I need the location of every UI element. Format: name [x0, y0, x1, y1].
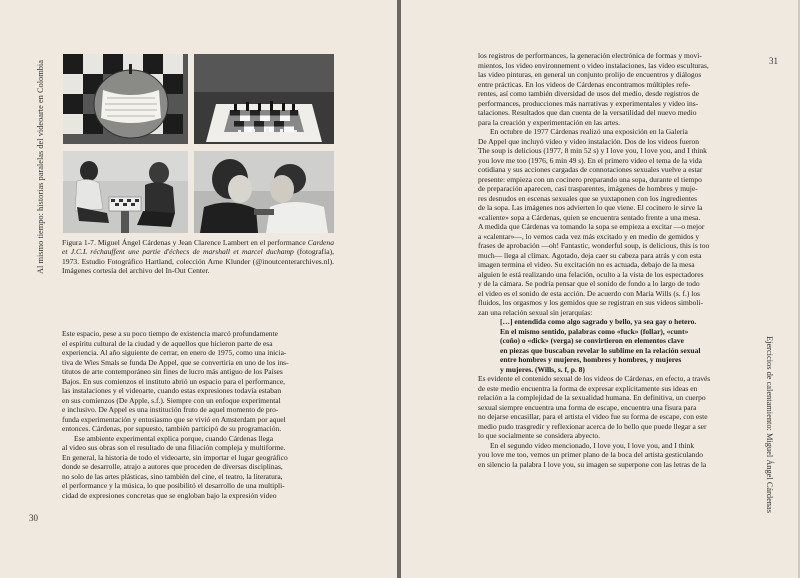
text-line: Este espacio, pese a su poco tiempo de existencia marcó profundamente	[62, 329, 278, 338]
text-line: presente: empieza con un cocinero preparando una sopa, durante el tiempo	[478, 174, 702, 184]
text-line: «caliente» sopa a Cárdenas, quien se encuentra sentado frente a una mesa.	[478, 212, 701, 222]
text-line: Ese ambiente experimental explica porque, cuando Cárdenas llega	[74, 433, 274, 443]
text-line: no dejarse encasillar, para el artista el video fue su forma de escape, con este	[478, 412, 708, 421]
text-line: medio pudo trasgredir y reflexionar acerca de lo bello que puede llegar a ser	[478, 421, 707, 431]
text-line: en sus comienzos (De Apple, s.f.). Siempre con un enfoque experimental	[62, 395, 281, 405]
text-line: imagen termina el video. Su excitación no es actuada, debajo de la mesa	[478, 260, 695, 269]
text-line: de preparación aparecen, casi trasparentes, imágenes de hombres y muje-	[478, 184, 698, 193]
text-line: para la creación y experimentación en las artes.	[478, 117, 621, 127]
text-line: mientos, los video environnement o video instalaciones, las video esculturas,	[478, 60, 709, 70]
right-page	[401, 0, 798, 578]
text-line: (coño) o «dick» (verga) se convirtieron en elementos clave	[500, 336, 684, 345]
left-page	[0, 0, 397, 578]
text-line: […] entendida como algo sagrado y bello, ya sea gay o hetero.	[500, 317, 697, 326]
text-line: zan una relación sexual sin jerarquías:	[478, 307, 593, 317]
text-line: En general, la historia de todo el videoarte, sin importar el lugar geográfico	[62, 452, 288, 462]
caption-segment: (fotografía), 1973. Estudio Fotográfico Hartland, colección Arne Klunder (@inoutcenterarchives.nl). Imágenes cortesía del archivo del In-Out Center.	[62, 247, 334, 276]
figure-caption	[62, 238, 334, 276]
text-line: los registros de performances, la generación electrónica de formas y movi-	[478, 51, 702, 60]
text-line: el espíritu cultural de la ciudad y de aquellos que hicieron parte de esa	[62, 338, 273, 348]
text-line: En el mismo sentido, palabras como «fuck» (follar), «cunt»	[500, 326, 689, 336]
text-line: a «calentar»—, lo vemos cada vez más excitado y en medio de gemidos y	[478, 231, 700, 241]
photo-faces-close	[194, 151, 334, 233]
text-line: res desnudos en escenas sexuales que se yuxtaponen con los ingredientes	[478, 193, 698, 203]
text-line: De Appel que incluyó video y video instalación. Dos de los videos fueron	[478, 136, 699, 146]
text-line: e inclusivo. De Appel es una institución fruto de aquel momento de pro-	[62, 405, 279, 414]
left-body-text	[62, 329, 337, 500]
text-line: En octubre de 1977 Cárdenas realizó una exposición en la Galería	[490, 127, 688, 136]
text-line: relación a la complejidad de la sexualidad humana. En definitiva, un cuerpo	[478, 393, 706, 402]
text-line: lo que socialmente se considera abyecto.	[478, 431, 601, 440]
text-line: experiencia. Al año siguiente de cerrar, en enero de 1975, como una inicia-	[62, 348, 287, 357]
right-running-title: Ejercicios de calentamiento: Miguel Ángel Cárdenas	[765, 336, 774, 513]
text-line: no solo de las artes plásticas, sino también del cine, el teatro, la literatura,	[62, 471, 283, 481]
text-line: A medida que Cárdenas va tomando la sopa se empieza a excitar —o mejor	[478, 222, 705, 231]
text-line: el video es el sonido de esta acción. De acuerdo con María Wills (s. f.) los	[478, 288, 700, 298]
text-line: funda experimentación y entusiasmo que se vivió en Amsterdam por aquel	[62, 414, 286, 424]
caption-segment: Figura 1-7. Miguel Ángel Cárdenas y Jean Clarence Lambert en el performance	[62, 238, 308, 247]
text-line: rentes, así como también diversidad de usos del medio, desde registros de	[478, 89, 699, 98]
text-line: titutos de arte contemporáneo sin fines de lucro más antiguo de los Países	[62, 367, 283, 376]
left-page-number: 30	[29, 513, 38, 523]
text-line: donde se desarrolle, atrajo a autores que proceden de diversas disciplinas,	[62, 462, 283, 471]
photo-apple	[63, 54, 188, 144]
text-line: sexual siempre encuentra una forma de escape, encuentra una fisura para	[478, 402, 697, 412]
text-line: alguien le está realizando una felación, oculto a la vista de los espectadores	[478, 269, 704, 279]
photo-chessboard-table	[194, 54, 334, 144]
text-line: las instalaciones y el videoarte, cuando estas expresiones todavía estaban	[62, 386, 282, 395]
text-line: al video sus obras son el resultado de una filiación compleja y multiforme.	[62, 443, 286, 452]
text-line: performances, producciones más narrativas y experimentales y video ins-	[478, 98, 699, 108]
photo-players-seated	[63, 151, 188, 233]
text-line: y de la cámara. Se podría pensar que el sonido de fondo a lo largo de todo	[478, 279, 700, 288]
text-line: en piezas que buscaban revelar lo sublime en la relación sexual	[500, 345, 701, 355]
text-line: tiva de Wies Smals se funda De Appel, que se convertiría en uno de los ins-	[62, 357, 289, 367]
text-line: en silencio la palabra I love you, su imagen se superpone con las letras de la	[478, 459, 707, 469]
text-line: Bajos. En sus comienzos el instituto abrió un espacio para el performance,	[62, 376, 286, 386]
text-line: cotidiana y sus acciones cargadas de connotaciones sexuales vuelve a estar	[478, 165, 703, 174]
text-line: fluidos, los orgasmos y los gemidos que se registran en sus videos simboli-	[478, 298, 704, 307]
text-line: you love me too (1976, 6 min 49 s). En el primero video el tema de la vida	[478, 155, 702, 165]
right-body-text	[478, 51, 753, 469]
left-running-title: Al mismo tiempo: historias paralelas del videoarte en Colombia	[36, 60, 45, 274]
text-line: de este medio encuentra la forma de expresar explícitamente sus ideas en	[478, 383, 698, 393]
text-line: y mujeres. (Wills, s. f, p. 8)	[500, 364, 585, 374]
text-line: cidad de expresiones concretas que se engloban bajo la expresión video	[62, 490, 277, 500]
text-line: Es evidente el contenido sexual de los videos de Cárdenas, en efecto, a través	[478, 374, 711, 383]
text-line: entre prácticas. En los videos de Cárdenas encontramos múltiples refe-	[478, 79, 691, 89]
text-line: you love me too, vemos un primer plano de la boca del artista gesticulando	[478, 450, 703, 459]
text-line: las video pinturas, en general un conjunto prolijo de encuentros y diálogos	[478, 70, 702, 79]
text-line: de la sopa. Las imágenes nos advierten lo que viene. El cocinero le sirve la	[478, 203, 703, 212]
right-page-number: 31	[769, 56, 778, 66]
text-line: talaciones. Resultados que dan cuenta de la versatilidad del nuevo medio	[478, 108, 697, 117]
text-line: frases de aprobación —oh! Fantastic, wonderful soup, is delicious, this is too	[478, 241, 710, 250]
caption-segment: Cardena et J.C.L réchauffent une partie d'échecs de marshall et marcel duchamp	[62, 238, 334, 257]
text-line: much— llega al clímax. Agotado, deja caer su cabeza para atrás y con esta	[478, 250, 702, 260]
text-line: entre hombres y mujeres, hombres y hombres, y mujeres	[500, 355, 682, 364]
text-line: The soup is delicious (1977, 8 min 52 s) y I love you, I love you, and I think	[478, 146, 707, 155]
text-line: entonces. Cárdenas, por supuesto, también participó de su programación.	[62, 424, 282, 433]
text-line: el performance y la música, lo que posibilitó el desarrollo de una multipli-	[62, 481, 285, 490]
text-line: En el segundo video mencionado, I love you, I love you, and I think	[490, 440, 695, 450]
